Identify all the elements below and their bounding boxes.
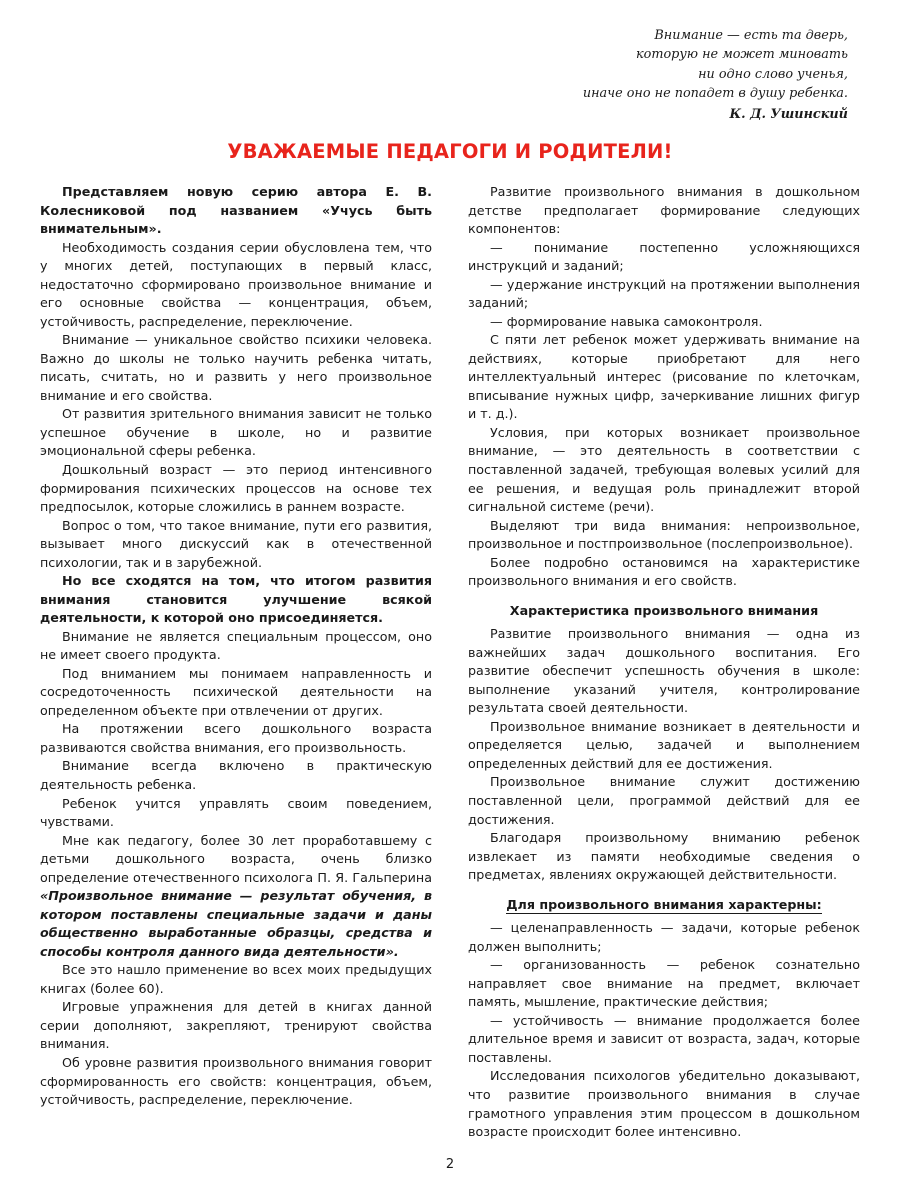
- list-item: — организованность — ребенок сознательно направляет свое внимание на предмет, включает память, мышление, практические действия;: [468, 957, 860, 1010]
- list-item: — удержание инструкций на протяжении выполнения заданий;: [468, 276, 860, 311]
- section-heading: [468, 896, 860, 915]
- paragraph: Развитие произвольного внимания в дошкольном детстве предполагает формирование следующих компонентов:: [468, 184, 860, 237]
- paragraph: Выделяют три вида внимания: непроизвольное, произвольное и постпроизвольное (послепроизвольное).: [468, 517, 860, 552]
- epigraph-line-4: иначе оно не попадет в душу ребенка.: [582, 86, 848, 102]
- body-columns: [40, 183, 860, 1142]
- epigraph-author: К. Д. Ушинский: [729, 106, 848, 122]
- section-heading-text: Для произвольного внимания характерны:: [506, 896, 822, 912]
- paragraph: Более подробно остановимся на характеристике произвольного внимания и его свойств.: [468, 554, 860, 589]
- paragraph: На протяжении всего дошкольного возраста развиваются свойства внимания, его произвольность.: [40, 721, 432, 755]
- list-item: — формирование навыка самоконтроля.: [490, 313, 763, 329]
- epigraph-line-2: которую не может миновать: [635, 47, 848, 63]
- paragraph: Условия, при которых возникает произвольное внимание, — это деятельность в соответствии с поставленной задачей, требующая волевых усилий для ее решения, и ведущая роль принадлежит второй сигнальной системе (речи).: [468, 424, 860, 515]
- paragraph: Произвольное внимание возникает в деятельности и определяется целью, задачей и выполнением определенных действий для ее достижения.: [468, 718, 860, 771]
- paragraph: Об уровне развития произвольного внимания говорит сформированность его свойств: концентрация, объем, устойчивость, распределение, переключение.: [40, 1054, 432, 1108]
- paragraph: Исследования психологов убедительно доказывают, что развитие произвольного внимания в случае грамотного управления этим процессом в дошкольном возрасте происходит более интенсивно.: [468, 1068, 860, 1140]
- list-item: — понимание постепенно усложняющихся инструкций и заданий;: [468, 239, 860, 274]
- paragraph: Представляем новую серию автора Е. В. Колесниковой под названием «Учусь быть внимательным».: [40, 184, 432, 237]
- paragraph: С пяти лет ребенок может удерживать внимание на действиях, которые приобретают для него интеллектуальный интерес (рисование по клеточкам, вписывание нужных цифр, зачеркивание лишних фигур и т. д.).: [468, 332, 860, 422]
- paragraph: Но все сходятся на том, что итогом развития внимания становится улучшение всякой деятельности, к которой оно присоединяется.: [40, 573, 432, 626]
- page-title: УВАЖАЕМЫЕ ПЕДАГОГИ И РОДИТЕЛИ!: [227, 140, 673, 163]
- paragraph-text: Мне как педагогу, более 30 лет проработавшему с детьми дошкольного возраста, очень близко определение отечественного психолога П. Я. Гальперина: [40, 832, 432, 885]
- right-column: [468, 183, 860, 1142]
- epigraph-line-3: ни одно слово ученья,: [698, 66, 848, 82]
- paragraph: Дошкольный возраст — это период интенсивного формирования психических процессов на основе тех предпосылок, которые сложились в раннем возрасте.: [40, 461, 432, 515]
- paragraph: Под вниманием мы понимаем направленность и сосредоточенность психической деятельности на определенном объекте при отвлечении от других.: [40, 665, 432, 718]
- paragraph: Произвольное внимание служит достижению поставленной цели, программой действий для ее достижения.: [468, 774, 860, 827]
- section-heading: Характеристика произвольного внимания: [509, 602, 819, 618]
- paragraph: Необходимость создания серии обусловлена тем, что у многих детей, поступающих в первый класс, недостаточно сформировано произвольное внимание и его основные свойства — концентрация, объем, устойчивость, распределение, переключение.: [40, 239, 432, 329]
- galperin-quote: «Произвольное внимание — результат обучения, в котором поставлены специальные задачи и даны общественно выработанные образцы, средства и способы контроля данного вида деятельности».: [40, 888, 432, 959]
- paragraph: Ребенок учится управлять своим поведением, чувствами.: [40, 795, 432, 830]
- left-column: [40, 183, 432, 1142]
- paragraph: Внимание не является специальным процессом, оно не имеет своего продукта.: [40, 628, 432, 663]
- list-item: — устойчивость — внимание продолжается более длительное время и зависит от возраста, задач, которые поставлены.: [468, 1012, 860, 1065]
- page-number: 2: [445, 1157, 455, 1172]
- paragraph: Внимание — уникальное свойство психики человека. Важно до школы не только научить ребенка читать, писать, считать, но и развить у него произвольное внимание и его свойства.: [40, 332, 432, 403]
- paragraph: Все это нашло применение во всех моих предыдущих книгах (более 60).: [40, 962, 432, 996]
- paragraph: Благодаря произвольному вниманию ребенок извлекает из памяти необходимые сведения о предметах, явлениях окружающей действительности.: [468, 830, 860, 883]
- paragraph: Развитие произвольного внимания — одна из важнейших задач дошкольного воспитания. Его развитие обеспечит успешность обучения в школе: выполнение указаний учителя, контролирование результата своей деятельности.: [468, 626, 860, 716]
- paragraph: Игровые упражнения для детей в книгах данной серии дополняют, закрепляют, тренируют свойства внимания.: [40, 999, 432, 1052]
- epigraph: [508, 26, 848, 124]
- list-item: — целенаправленность — задачи, которые ребенок должен выполнить;: [468, 920, 860, 954]
- epigraph-line-1: Внимание — есть та дверь,: [654, 28, 848, 43]
- paragraph: От развития зрительного внимания зависит не только успешное обучение в школе, но и развитие эмоциональной сферы ребенка.: [40, 406, 432, 459]
- paragraph: Внимание всегда включено в практическую деятельность ребенка.: [40, 758, 432, 792]
- paragraph: Вопрос о том, что такое внимание, пути его развития, вызывает много дискуссий как в отечественной психологии, так и в зарубежной.: [40, 517, 432, 570]
- paragraph-with-quote: [40, 832, 432, 962]
